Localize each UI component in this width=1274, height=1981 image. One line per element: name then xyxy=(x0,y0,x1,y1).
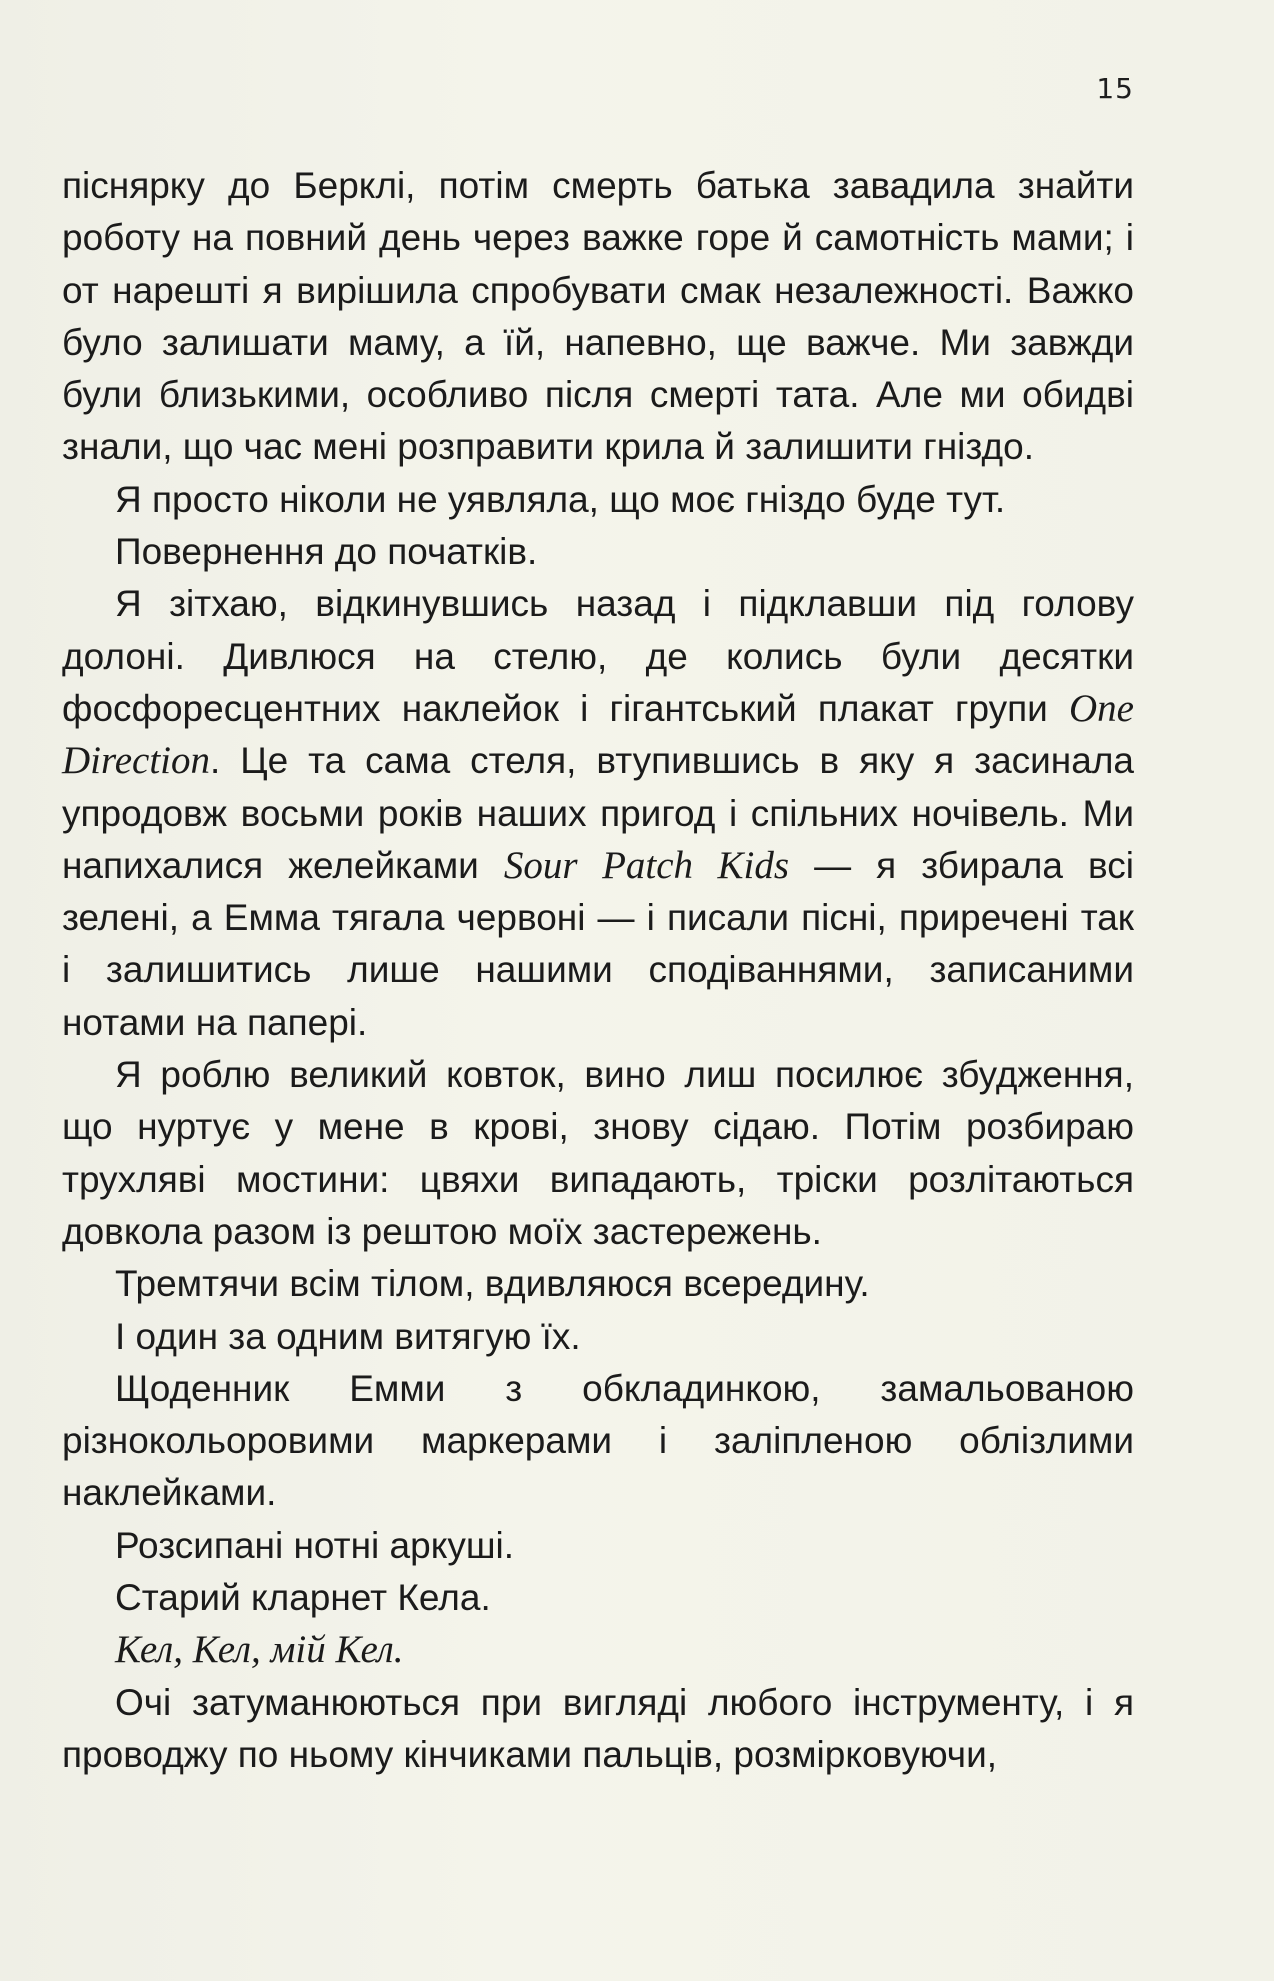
page-number: 15 xyxy=(1096,72,1134,105)
paragraph-11 xyxy=(62,1624,1134,1676)
paragraph-3 xyxy=(62,526,1134,578)
paragraph-12 xyxy=(62,1677,1134,1782)
paragraph-2-text: Я просто ніколи не уявляла, що моє гніздо буде тут. xyxy=(115,478,1006,520)
paragraph-7-text: І один за одним витягую їх. xyxy=(115,1315,581,1357)
paragraph-4-text-a: Я зітхаю, відкинувшись назад і підклавши під голову долоні. Дивлюся на стелю, де колись були десятки фосфоресцентних наклейок і гігантський плакат групи xyxy=(62,583,1134,729)
paragraph-6 xyxy=(62,1258,1134,1310)
body-text xyxy=(62,160,1134,1781)
paragraph-12-text: Очі затуманюються при вигляді любого інструменту, і я проводжу по ньому кінчиками пальців, розмірковуючи, xyxy=(62,1681,1134,1775)
paragraph-5 xyxy=(62,1049,1134,1258)
paragraph-1-text: піснярку до Берклі, потім смерть батька завадила знайти роботу на повний день через важке горе й самотність мами; і от нарешті я вирішила спробувати смак незалежності. Важко було залишати маму, а їй, напевно, ще важче. Ми завжди були близькими, особливо після смерті тата. Але ми обидві знали, що час мені розправити крила й залишити гніздо. xyxy=(62,165,1134,468)
paragraph-6-text: Тремтячи всім тілом, вдивляюся всередину. xyxy=(115,1263,870,1305)
paragraph-9-text: Розсипані нотні аркуші. xyxy=(115,1524,514,1566)
paragraph-10-text: Старий кларнет Кела. xyxy=(115,1577,491,1619)
paragraph-3-text: Повернення до початків. xyxy=(115,531,538,573)
paragraph-8-text: Щоденник Емми з обкладинкою, замальованою різнокольоровими маркерами і заліпленою облізлими наклейками. xyxy=(62,1367,1134,1514)
paragraph-7 xyxy=(62,1311,1134,1363)
candy-name: Sour Patch Kids xyxy=(503,843,790,887)
paragraph-4 xyxy=(62,578,1134,1049)
paragraph-4-text-c: — я збирала всі зелені, а Емма тягала червоні — і писали пісні, приречені так і залишитись лише нашими сподіваннями, записаними нотами на папері. xyxy=(62,844,1134,1043)
paragraph-1 xyxy=(62,160,1134,474)
paragraph-8 xyxy=(62,1363,1134,1520)
band-name: One Direction xyxy=(62,686,1134,783)
paragraph-5-text: Я роблю великий ковток, вино лиш посилює збудження, що нуртує у мене в крові, знову сідаю. Потім розбираю трухляві мостини: цвяхи випадають, тріски розлітаються довкола разом із рештою моїх застережень. xyxy=(62,1054,1134,1252)
paragraph-2 xyxy=(62,474,1134,526)
paragraph-10 xyxy=(62,1572,1134,1624)
paragraph-4-text-b: . Це та сама стеля, втупившись в яку я засинала упродовж восьми років наших пригод і спільних ночівель. Ми напихалися желейками xyxy=(62,740,1134,886)
paragraph-9 xyxy=(62,1520,1134,1572)
paragraph-11-italic-text: Кел, Кел, мій Кел. xyxy=(115,1628,404,1672)
